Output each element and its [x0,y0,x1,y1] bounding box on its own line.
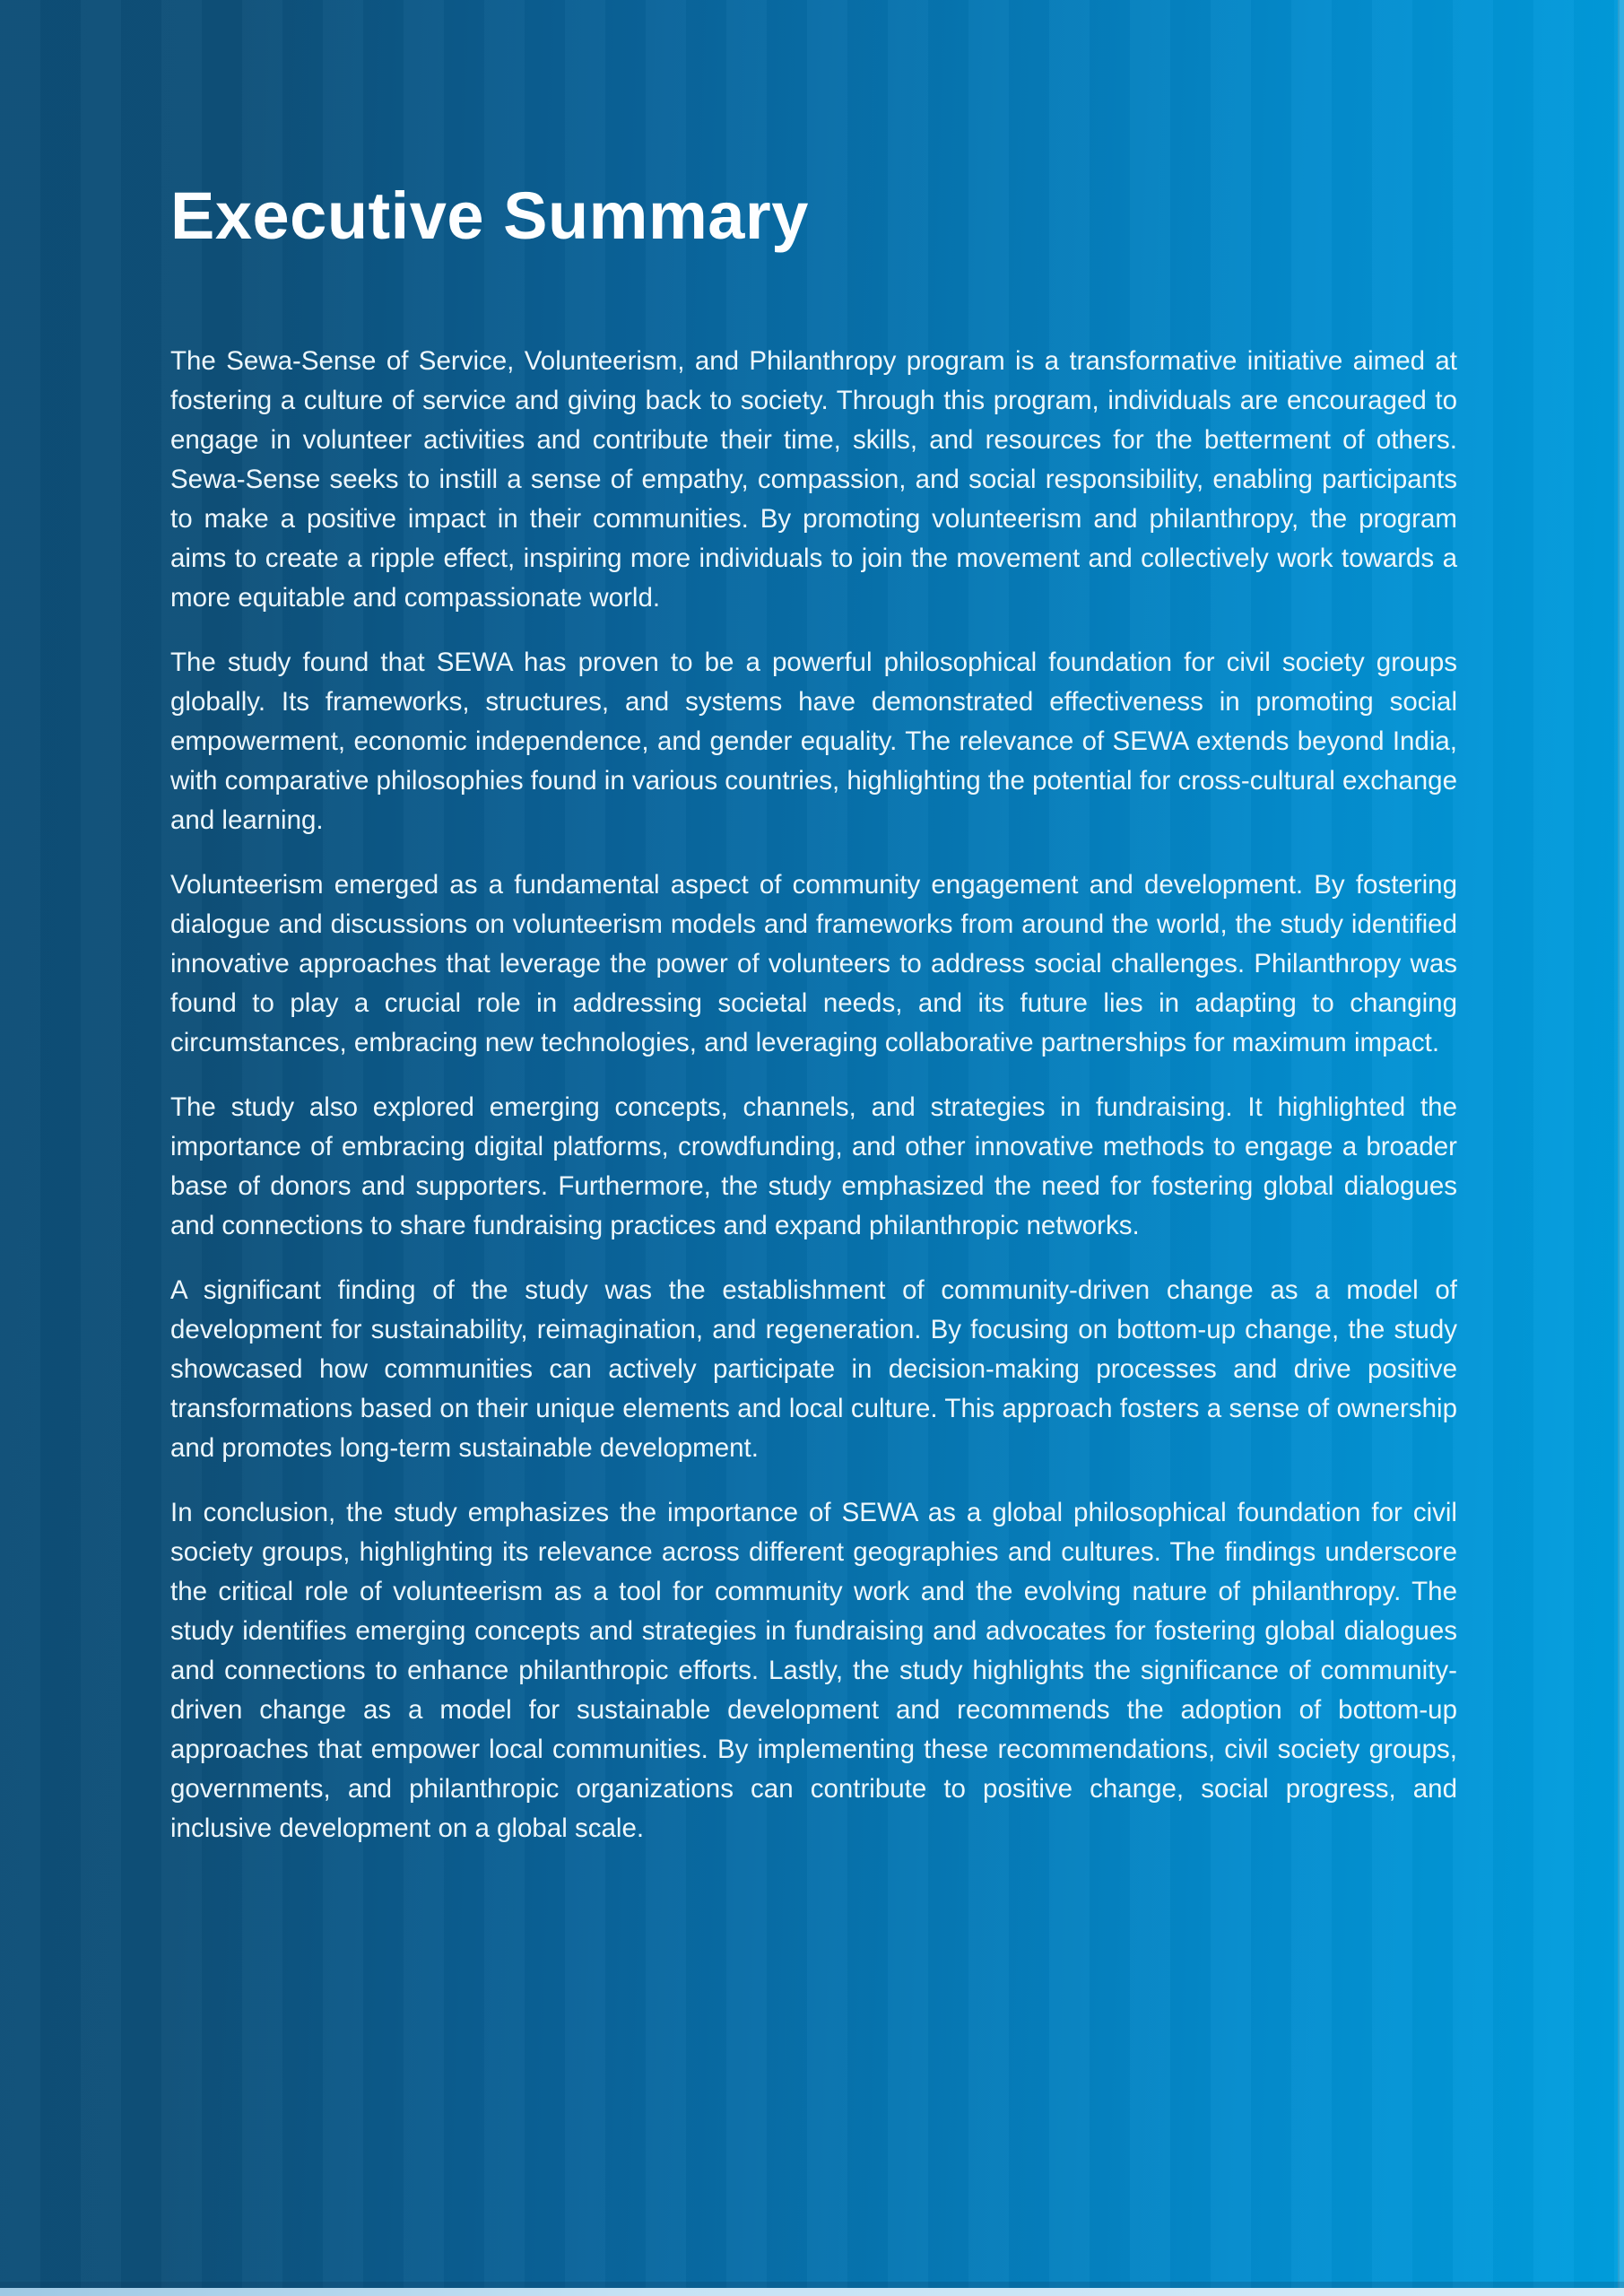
page-bottom-band [0,2282,1624,2288]
page-title: Executive Summary [170,178,809,253]
summary-paragraph: Volunteerism emerged as a fundamental aspect of community engagement and development. By fostering dialogue and discussions on volunteerism models and frameworks from around the world, the study identified innovative approaches that leverage the power of volunteers to address social challenges. Philanthropy was found to play a crucial role in addressing societal needs, and its future lies in adapting to changing circumstances, embracing new technologies, and leveraging collaborative partnerships for maximum impact. [170,870,1457,1058]
summary-paragraph: The Sewa-Sense of Service, Volunteerism, and Philanthropy program is a transformative initiative aimed at fostering a culture of service and giving back to society. Through this program, individuals are encouraged to engage in volunteer activities and contribute their time, skills, and resources for the betterment of others. Sewa-Sense seeks to instill a sense of empathy, compassion, and social responsibility, enabling participants to make a positive impact in their communities. By promoting volunteerism and philanthropy, the program aims to create a ripple effect, inspiring more individuals to join the movement and collectively work towards a more equitable and compassionate world. [170,346,1457,613]
page-bottom-edge [0,2288,1624,2296]
executive-summary-body [170,342,1457,1848]
summary-paragraph: In conclusion, the study emphasizes the importance of SEWA as a global philosophical foundation for civil society groups, highlighting its relevance across different geographies and cultures. The findings underscore the critical role of volunteerism as a tool for community work and the evolving nature of philanthropy. The study identifies emerging concepts and strategies in fundraising and advocates for fostering global dialogues and connections to enhance philanthropic efforts. Lastly, the study highlights the significance of community-driven change as a model for sustainable development and recommends the adoption of bottom-up approaches that empower local communities. By implementing these recommendations, civil society groups, governments, and philanthropic organizations can contribute to positive change, social progress, and inclusive development on a global scale. [170,1498,1457,1844]
summary-paragraph: The study also explored emerging concepts, channels, and strategies in fundraising. It highlighted the importance of embracing digital platforms, crowdfunding, and other innovative methods to engage a broader base of donors and supporters. Furthermore, the study emphasized the need for fostering global dialogues and connections to share fundraising practices and expand philanthropic networks. [170,1092,1457,1241]
summary-paragraph: A significant finding of the study was the establishment of community-driven change as a model of development for sustainability, reimagination, and regeneration. By focusing on bottom-up change, the study showcased how communities can actively participate in decision-making processes and drive positive transformations based on their unique elements and local culture. This approach fosters a sense of ownership and promotes long-term sustainable development. [170,1275,1457,1464]
summary-paragraph: The study found that SEWA has proven to be a powerful philosophical foundation for civil society groups globally. Its frameworks, structures, and systems have demonstrated effectiveness in promoting social empowerment, economic independence, and gender equality. The relevance of SEWA extends beyond India, with comparative philosophies found in various countries, highlighting the potential for cross-cultural exchange and learning. [170,648,1457,836]
page-right-edge [1618,0,1624,2288]
